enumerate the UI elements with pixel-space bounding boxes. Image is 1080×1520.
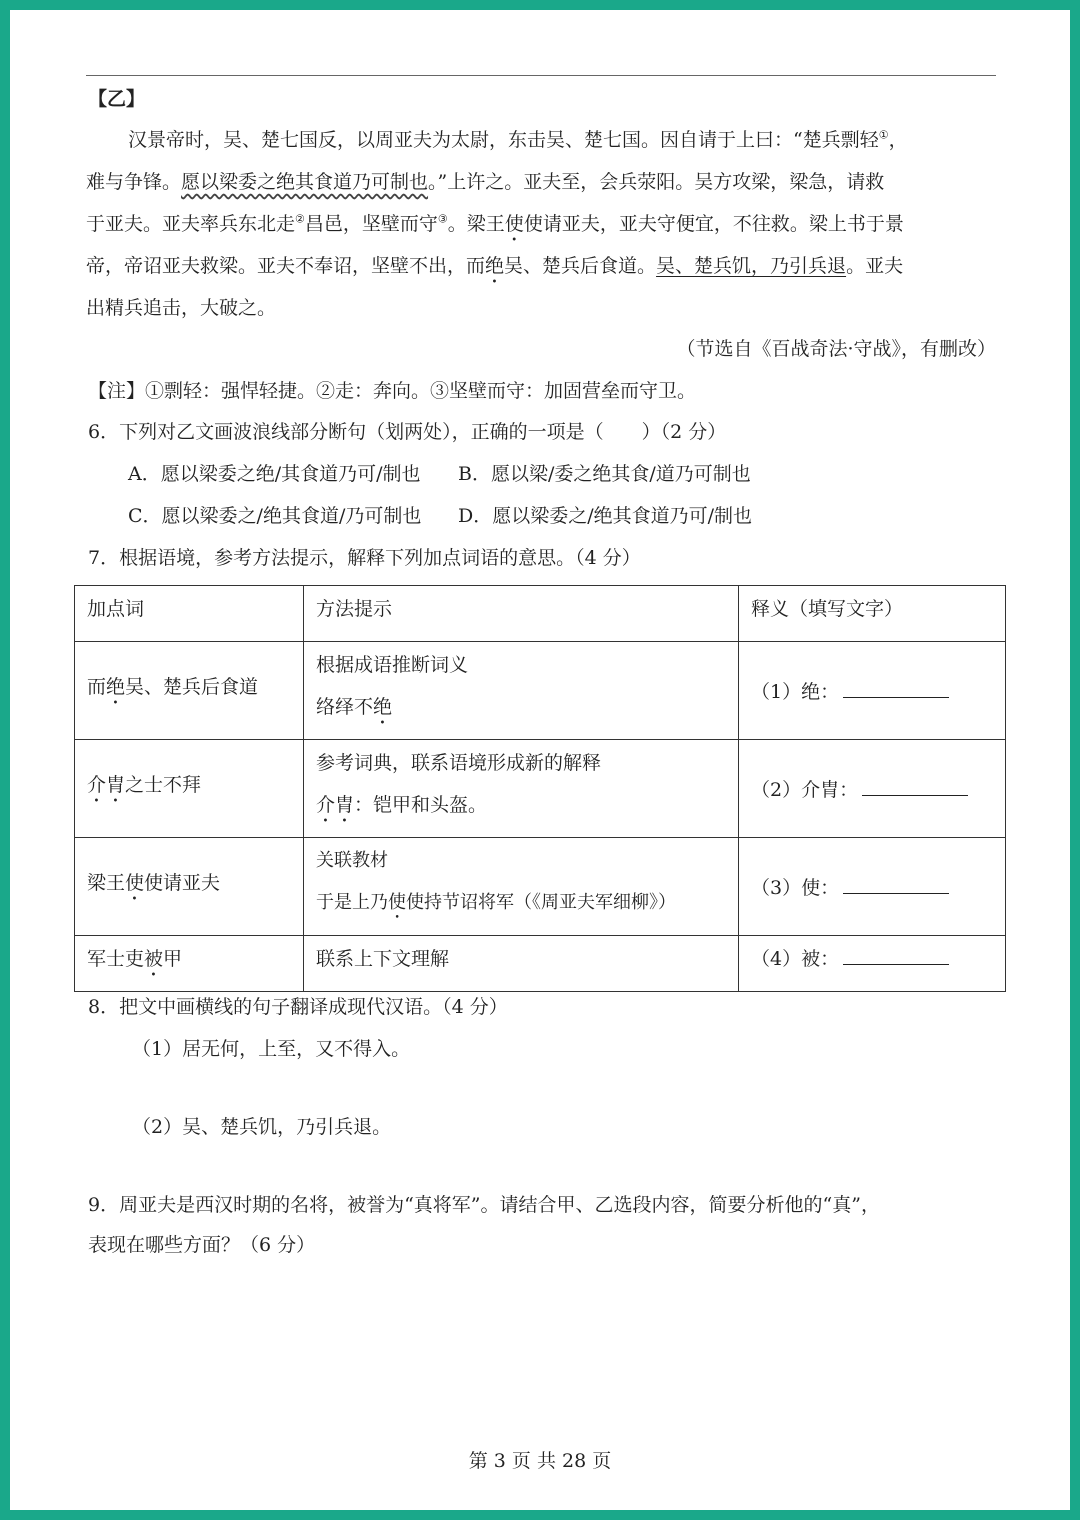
dotted-word: 使 [504, 213, 524, 235]
header-meaning: 释义（填写文字） [739, 586, 1006, 642]
q9-stem-line-1: 9．周亚夫是西汉时期的名将，被誉为“真将军”。请结合甲、乙选段内容，简要分析他的“真”， [88, 1194, 880, 1216]
table-row [75, 936, 1006, 992]
source-citation: （节选自《百战奇法·守战》，有删改） [676, 338, 996, 360]
q9-stem-line-2: 表现在哪些方面？（6 分） [88, 1234, 316, 1256]
answer-blank[interactable] [862, 775, 968, 796]
answer-cell: （4）被： [739, 936, 1006, 992]
top-rule [86, 75, 996, 76]
q6-stem: 6．下列对乙文画波浪线部分断句（划两处），正确的一项是（ ）（2 分） [88, 421, 727, 443]
answer-blank[interactable] [843, 677, 949, 698]
q6-option-d: D．愿以梁委之/绝其食道乃可/制也 [458, 505, 753, 527]
hint-cell: 联系上下文理解 [304, 936, 739, 992]
dotted-word: 绝 [485, 255, 505, 277]
table-row [75, 740, 1006, 838]
passage-line-5: 出精兵追击，大破之。 [86, 297, 277, 319]
passage-line-2: 难与争锋。愿以梁委之绝其食道乃可制也。”上许之。亚夫至，会兵荥阳。吴方攻梁，梁急，请救 [86, 171, 885, 193]
header-word: 加点词 [75, 586, 304, 642]
q8-sentence-2: （2）吴、楚兵饥，乃引兵退。 [132, 1116, 392, 1138]
underlined-sentence: 吴、楚兵饥，乃引兵退 [656, 255, 847, 277]
vocab-table [74, 585, 1006, 992]
q7-stem: 7．根据语境，参考方法提示，解释下列加点词语的意思。（4 分） [88, 547, 641, 569]
header-hint: 方法提示 [304, 586, 739, 642]
hint-cell: 关联教材 于是上乃使使持节诏将军（《周亚夫军细柳》） [304, 838, 739, 936]
dotted-word-cell: 军士吏被甲 [75, 936, 304, 992]
footnotes: 【注】①剽轻：强悍轻捷。②走：奔向。③坚壁而守：加固营垒而守卫。 [88, 380, 697, 402]
dotted-word-cell: 介胄之士不拜 [75, 740, 304, 838]
section-label: 【乙】 [88, 88, 146, 110]
passage-line-4: 帝，帝诏亚夫救梁。亚夫不奉诏，坚壁不出，而绝吴、楚兵后食道。吴、楚兵饥，乃引兵退。亚夫 [86, 255, 904, 277]
table-row [75, 642, 1006, 740]
page-footer: 第 3 页 共 28 页 [468, 1450, 612, 1472]
table-header-row [75, 586, 1006, 642]
answer-blank[interactable] [843, 944, 949, 965]
passage-line-3: 于亚夫。亚夫率兵东北走②昌邑，坚壁而守③。梁王使使请亚夫，亚夫守便宜，不往救。梁上书于景 [86, 212, 904, 235]
q6-option-a: A．愿以梁委之绝/其食道乃可/制也 [128, 463, 421, 485]
q8-stem: 8．把文中画横线的句子翻译成现代汉语。（4 分） [88, 996, 508, 1018]
hint-cell: 参考词典，联系语境形成新的解释 介胄：铠甲和头盔。 [304, 740, 739, 838]
answer-cell: （1）绝： [739, 642, 1006, 740]
exam-page [10, 10, 1070, 1510]
wavy-underlined-phrase: 愿以梁委之绝其食道乃可制也 [181, 171, 429, 193]
passage-line-1: 汉景帝时，吴、楚七国反，以周亚夫为太尉，东击吴、楚七国。因自请于上曰：“楚兵剽轻①， [128, 128, 908, 151]
table-row [75, 838, 1006, 936]
answer-cell: （3）使： [739, 838, 1006, 936]
dotted-word-cell: 而绝吴、楚兵后食道 [75, 642, 304, 740]
q8-sentence-1: （1）居无何，上至，又不得入。 [132, 1038, 411, 1060]
dotted-word-cell: 梁王使使请亚夫 [75, 838, 304, 936]
q6-option-b: B．愿以梁/委之绝其食/道乃可制也 [458, 463, 751, 485]
answer-cell: （2）介胄： [739, 740, 1006, 838]
hint-cell: 根据成语推断词义 络绎不绝 [304, 642, 739, 740]
q6-option-c: C．愿以梁委之/绝其食道/乃可制也 [128, 505, 422, 527]
answer-blank[interactable] [843, 873, 949, 894]
